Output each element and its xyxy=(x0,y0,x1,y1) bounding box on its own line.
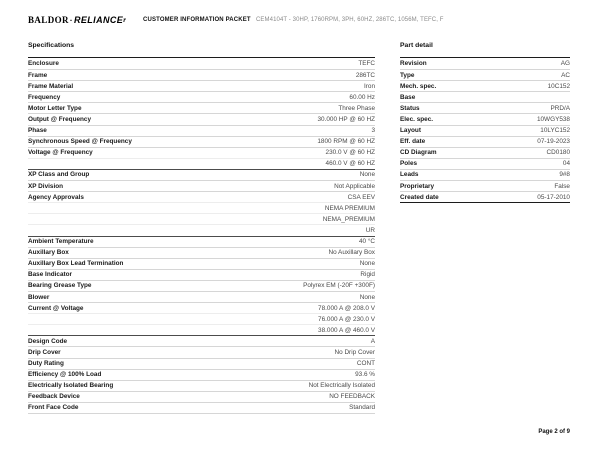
row-value: 04 xyxy=(562,160,570,168)
row-value: PRD/A xyxy=(550,104,570,112)
row-value: 9#8 xyxy=(559,171,570,179)
table-row xyxy=(28,169,375,180)
row-value: 78.000 A @ 208.0 V xyxy=(318,304,375,312)
row-value: 10LYC152 xyxy=(540,127,570,135)
table-row xyxy=(28,269,375,280)
row-value: Standard xyxy=(349,404,375,412)
row-label: Front Face Code xyxy=(28,404,79,412)
row-label: Created date xyxy=(400,193,439,201)
table-row xyxy=(400,180,570,191)
logo-reliance-text: RELIANCE xyxy=(73,15,124,25)
row-value: False xyxy=(554,182,570,190)
row-value: NEMA_PREMIUM xyxy=(322,215,375,223)
row-label: Base xyxy=(400,93,416,101)
row-value: 93.6 % xyxy=(355,371,375,379)
row-label: Frequency xyxy=(28,93,61,101)
row-label: Phase xyxy=(28,127,47,135)
row-value: A xyxy=(370,337,375,345)
row-value: None xyxy=(359,260,375,268)
specifications-title: Specifications xyxy=(28,42,75,49)
row-label: Efficiency @ 100% Load xyxy=(28,371,102,379)
row-label: Leads xyxy=(400,171,419,179)
table-row xyxy=(28,136,375,147)
part-detail-title: Part detail xyxy=(400,42,433,49)
row-value: 10WGY538 xyxy=(536,116,570,124)
row-value: 460.0 V @ 60 HZ xyxy=(325,160,375,168)
table-row xyxy=(28,313,375,324)
table-row xyxy=(400,58,570,69)
row-label: Synchronous Speed @ Frequency xyxy=(28,138,132,146)
row-label: Frame xyxy=(28,71,48,79)
table-row xyxy=(28,191,375,202)
table-row xyxy=(400,158,570,169)
row-value: Three Phase xyxy=(338,104,375,112)
specifications-section xyxy=(28,42,375,414)
row-value: TEFC xyxy=(358,60,375,68)
row-label: Eff. date xyxy=(400,138,426,146)
row-label: Output @ Frequency xyxy=(28,116,92,124)
table-row xyxy=(28,113,375,124)
table-row xyxy=(400,80,570,91)
table-row xyxy=(28,80,375,91)
table-row xyxy=(28,69,375,80)
row-label: CD Diagram xyxy=(400,149,437,157)
row-label: Poles xyxy=(400,160,418,168)
table-row xyxy=(28,258,375,269)
table-row xyxy=(28,236,375,247)
row-value: No Auxillary Box xyxy=(328,249,375,257)
product-description: CEM4104T - 30HP, 1760RPM, 3PH, 60HZ, 286TC, 1056M, TEFC, F xyxy=(256,17,444,23)
row-label: Type xyxy=(400,71,415,79)
table-row xyxy=(400,147,570,158)
table-row xyxy=(400,169,570,180)
row-value: 60.00 Hz xyxy=(349,93,375,101)
table-row xyxy=(28,180,375,191)
row-value: AG xyxy=(560,60,570,68)
row-value: Rigid xyxy=(360,271,375,279)
table-row xyxy=(400,136,570,147)
table-row xyxy=(28,302,375,313)
table-row xyxy=(28,402,375,413)
row-value: NEMA PREMIUM xyxy=(324,204,375,212)
table-row xyxy=(28,380,375,391)
row-value: None xyxy=(359,171,375,179)
logo-dot-separator: · xyxy=(69,16,73,25)
row-label: Current @ Voltage xyxy=(28,304,84,312)
row-value: Polyrex EM (-20F +300F) xyxy=(303,282,375,290)
table-row xyxy=(28,280,375,291)
row-label: XP Class and Group xyxy=(28,171,90,179)
row-label: Frame Material xyxy=(28,82,74,90)
row-label: Bearing Grease Type xyxy=(28,282,92,290)
table-row xyxy=(28,335,375,346)
row-value: 38.000 A @ 460.0 V xyxy=(318,326,375,334)
table-row xyxy=(28,369,375,380)
row-value: 3 xyxy=(371,127,375,135)
table-row xyxy=(28,213,375,224)
table-row xyxy=(400,125,570,136)
row-value: 10C152 xyxy=(547,82,570,90)
row-value: Iron xyxy=(363,82,375,90)
row-label: Design Code xyxy=(28,337,68,345)
row-label: XP Division xyxy=(28,182,64,190)
part-detail-section xyxy=(400,42,570,203)
row-value: CSA EEV xyxy=(347,193,375,201)
table-row xyxy=(28,291,375,302)
part-detail-table xyxy=(400,57,570,203)
row-value: 07-19-2023 xyxy=(537,138,570,146)
row-value: None xyxy=(359,293,375,301)
table-row xyxy=(28,224,375,235)
table-row xyxy=(400,69,570,80)
specifications-table xyxy=(28,57,375,414)
table-row xyxy=(28,324,375,335)
logo-trademark-icon: r xyxy=(123,16,127,24)
row-value: No Drip Cover xyxy=(334,348,375,356)
row-value: 1800 RPM @ 60 HZ xyxy=(317,138,375,146)
table-row xyxy=(28,158,375,169)
row-label: Elec. spec. xyxy=(400,116,434,124)
row-label: Agency Approvals xyxy=(28,193,84,201)
table-row xyxy=(28,202,375,213)
table-row xyxy=(400,113,570,124)
row-label: Layout xyxy=(400,127,421,135)
row-label: Revision xyxy=(400,60,427,68)
table-row xyxy=(28,346,375,357)
table-row xyxy=(28,391,375,402)
row-value: 286TC xyxy=(355,71,375,79)
row-label: Enclosure xyxy=(28,60,59,68)
row-label: Drip Cover xyxy=(28,348,61,356)
table-row xyxy=(28,125,375,136)
row-label: Auxillary Box xyxy=(28,249,69,257)
table-row xyxy=(28,58,375,69)
row-label: Mech. spec. xyxy=(400,82,437,90)
logo-baldor-text: BALDOR xyxy=(28,15,69,25)
table-row xyxy=(28,102,375,113)
table-row xyxy=(28,147,375,158)
row-value: NO FEEDBACK xyxy=(329,393,375,401)
row-value: UR xyxy=(365,226,375,234)
row-value: AC xyxy=(561,71,570,79)
row-label: Ambient Temperature xyxy=(28,238,94,246)
row-label: Blower xyxy=(28,293,50,301)
row-value: Not Applicable xyxy=(334,182,375,190)
row-label: Duty Rating xyxy=(28,360,64,368)
row-label: Electrically Isolated Bearing xyxy=(28,382,114,390)
row-value: 230.0 V @ 60 HZ xyxy=(325,149,375,157)
row-value: 40 °C xyxy=(358,238,375,246)
row-value: CONT xyxy=(356,360,375,368)
row-value: Not Electrically Isolated xyxy=(308,382,375,390)
row-label: Base Indicator xyxy=(28,271,73,279)
row-label: Motor Letter Type xyxy=(28,104,82,112)
row-label: Status xyxy=(400,104,420,112)
baldor-reliance-logo xyxy=(28,15,126,25)
row-label: Voltage @ Frequency xyxy=(28,149,93,157)
row-label: Proprietary xyxy=(400,182,435,190)
row-label: Feedback Device xyxy=(28,393,80,401)
row-value: 76.000 A @ 230.0 V xyxy=(318,315,375,323)
row-value: 05-17-2010 xyxy=(537,193,570,201)
row-value: 30.000 HP @ 60 HZ xyxy=(317,116,375,124)
page-number: Page 2 of 9 xyxy=(538,429,570,435)
table-row xyxy=(28,247,375,258)
table-row xyxy=(400,191,570,202)
table-row xyxy=(28,358,375,369)
table-row xyxy=(400,91,570,102)
table-row xyxy=(28,91,375,102)
row-value: CD0180 xyxy=(546,149,570,157)
row-label: Auxillary Box Lead Termination xyxy=(28,260,124,268)
table-row xyxy=(400,102,570,113)
document-title: CUSTOMER INFORMATION PACKET xyxy=(143,17,251,23)
